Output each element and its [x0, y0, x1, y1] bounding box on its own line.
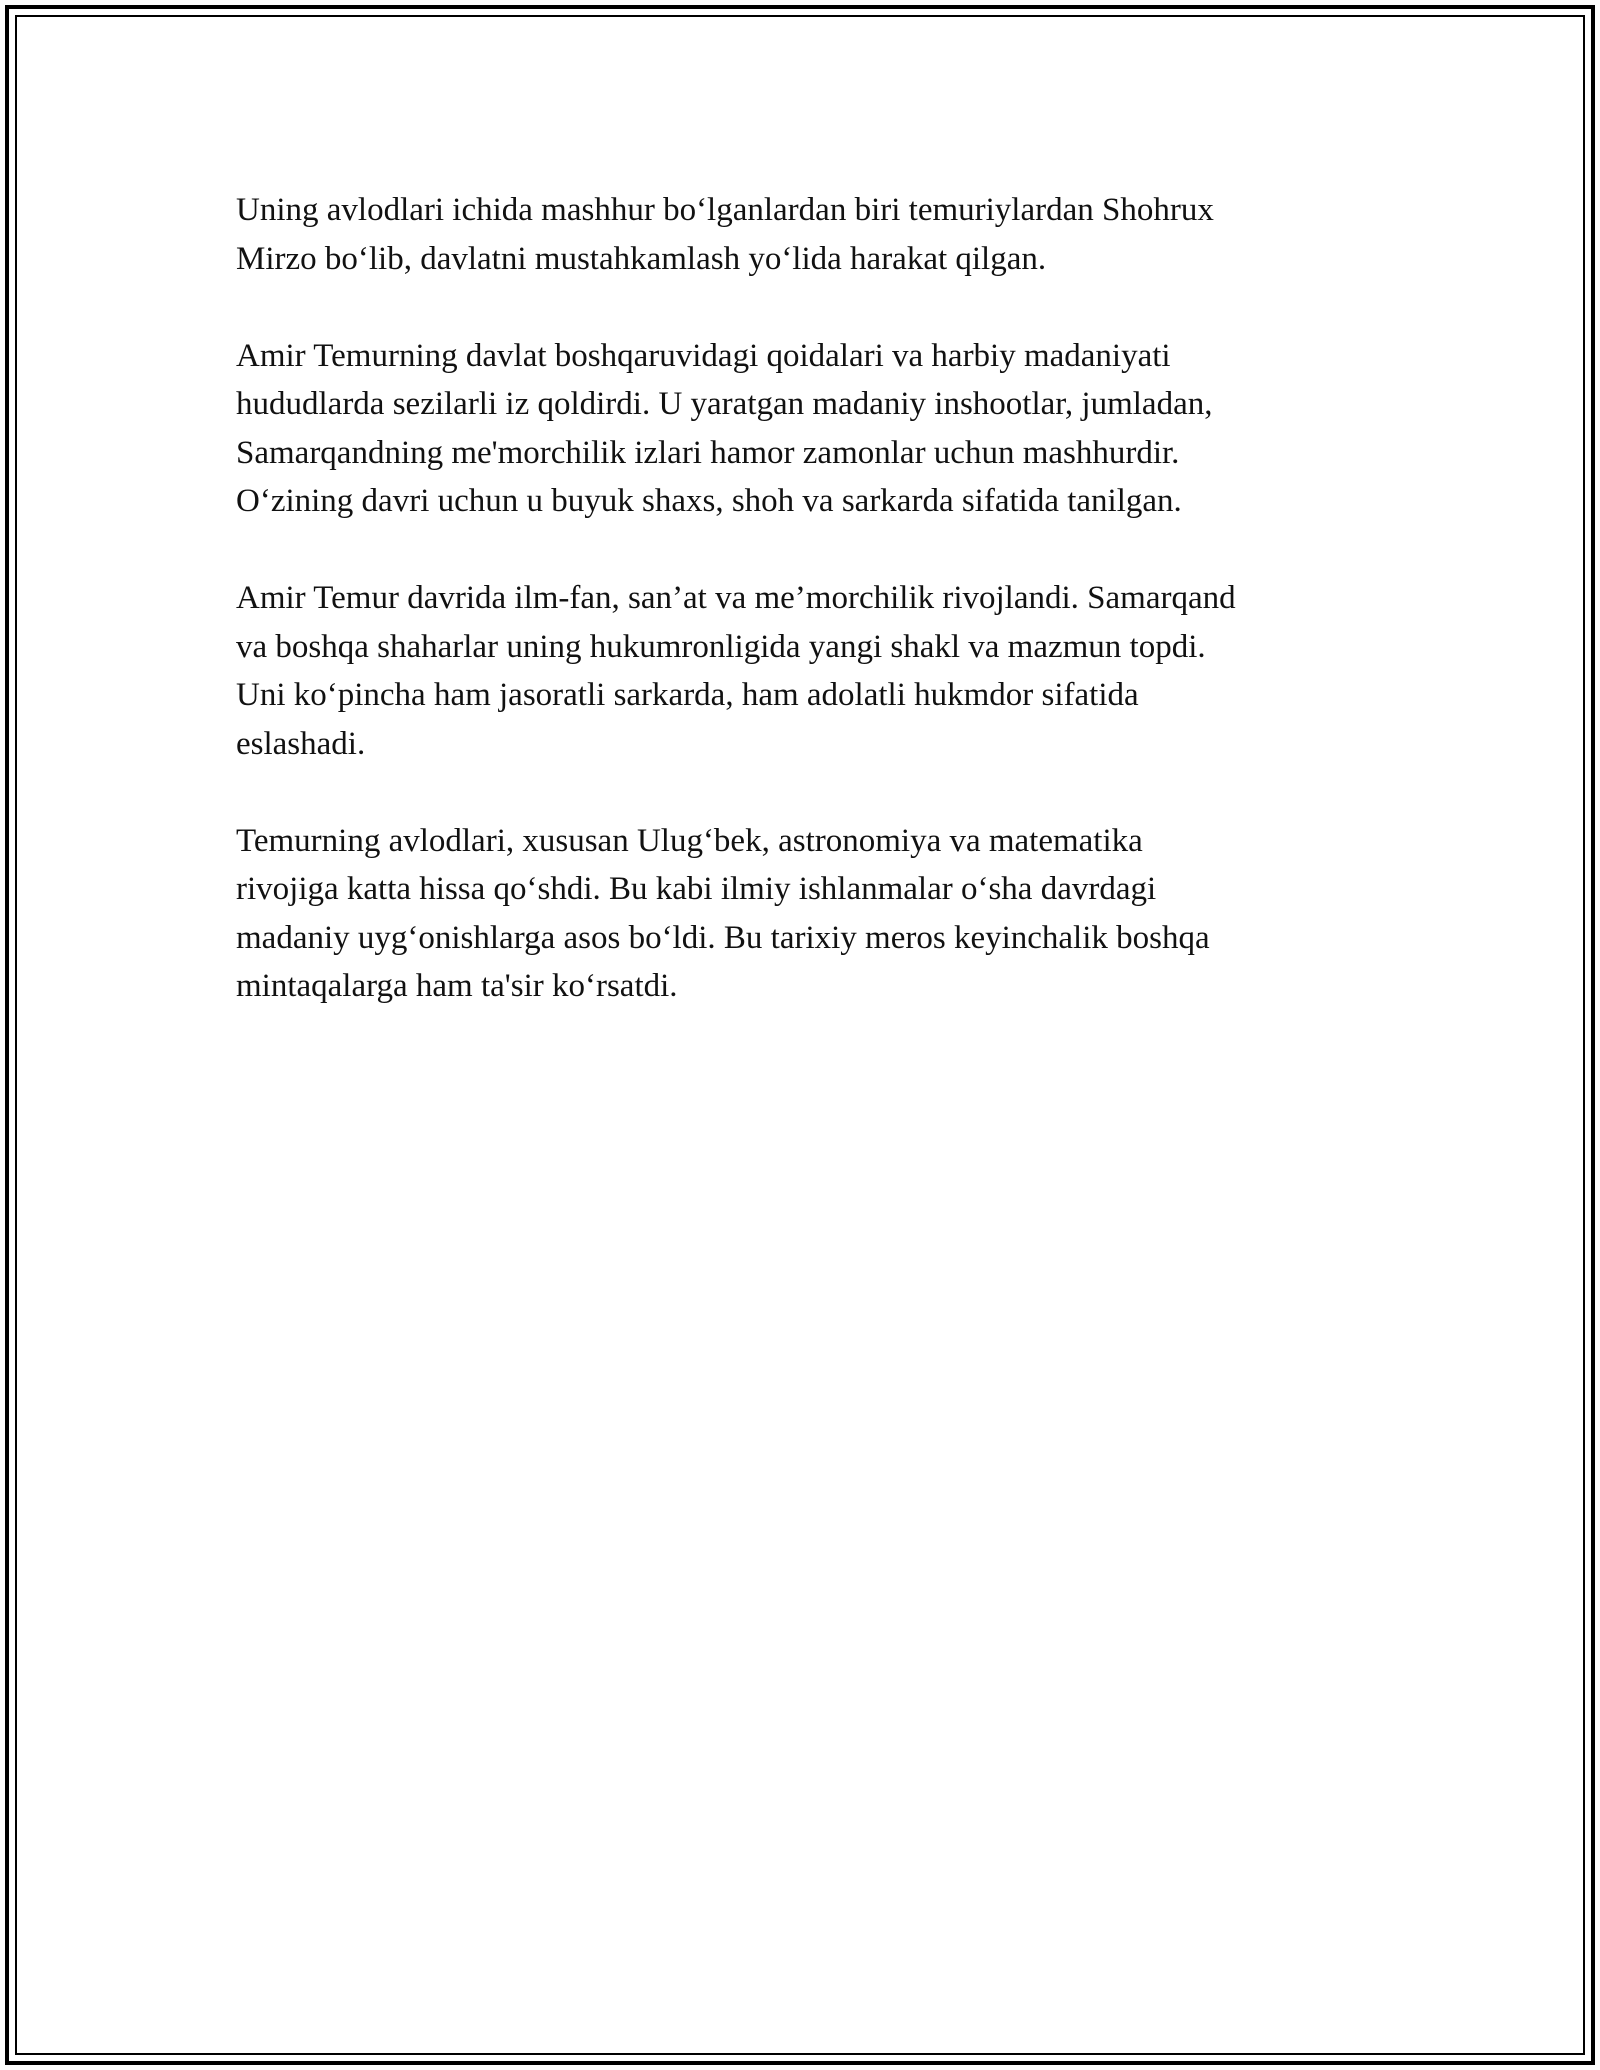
paragraph-line: eslashadi.: [236, 725, 366, 762]
paragraph-1: [236, 186, 1356, 283]
paragraph-line: O‘zining davri uchun u buyuk shaxs, shoh va sarkarda sifatida tanilgan.: [236, 483, 1182, 519]
paragraph-line: Mirzo bo‘lib, davlatni mustahkamlash yo‘lida harakat qilgan.: [236, 240, 1047, 277]
paragraph-line: rivojiga katta hissa qo‘shdi. Bu kabi ilmiy ishlanmalar o‘sha davrdagi: [236, 871, 1157, 907]
paragraph-line: mintaqalarga ham ta'sir ko‘rsatdi.: [236, 968, 678, 1004]
document-body: [236, 186, 1356, 1059]
paragraph-2: [236, 332, 1356, 526]
paragraph-line: Amir Temur davrida ilm-fan, san’at va me’morchilik rivojlandi. Samarqand: [236, 580, 1236, 616]
paragraph-3: [236, 574, 1356, 768]
paragraph-line: Temurning avlodlari, xususan Ulug‘bek, astronomiya va matematika: [236, 822, 1143, 859]
paragraph-line: Uni ko‘pincha ham jasoratli sarkarda, ham adolatli hukmdor sifatida: [236, 677, 1139, 713]
paragraph-line: va boshqa shaharlar uning hukumronligida yangi shakl va mazmun topdi.: [236, 628, 1206, 665]
paragraph-line: Samarqandning me'morchilik izlari hamor zamonlar uchun mashhurdir.: [236, 434, 1180, 471]
paragraph-line: hududlarda sezilarli iz qoldirdi. U yaratgan madaniy inshootlar, jumladan,: [236, 386, 1213, 422]
paragraph-line: madaniy uyg‘onishlarga asos bo‘ldi. Bu tarixiy meros keyinchalik boshqa: [236, 919, 1210, 956]
paragraph-line: Uning avlodlari ichida mashhur bo‘lganlardan biri temuriylardan Shohrux: [236, 192, 1214, 228]
paragraph-line: Amir Temurning davlat boshqaruvidagi qoidalari va harbiy madaniyati: [236, 337, 1171, 374]
paragraph-4: [236, 817, 1356, 1011]
